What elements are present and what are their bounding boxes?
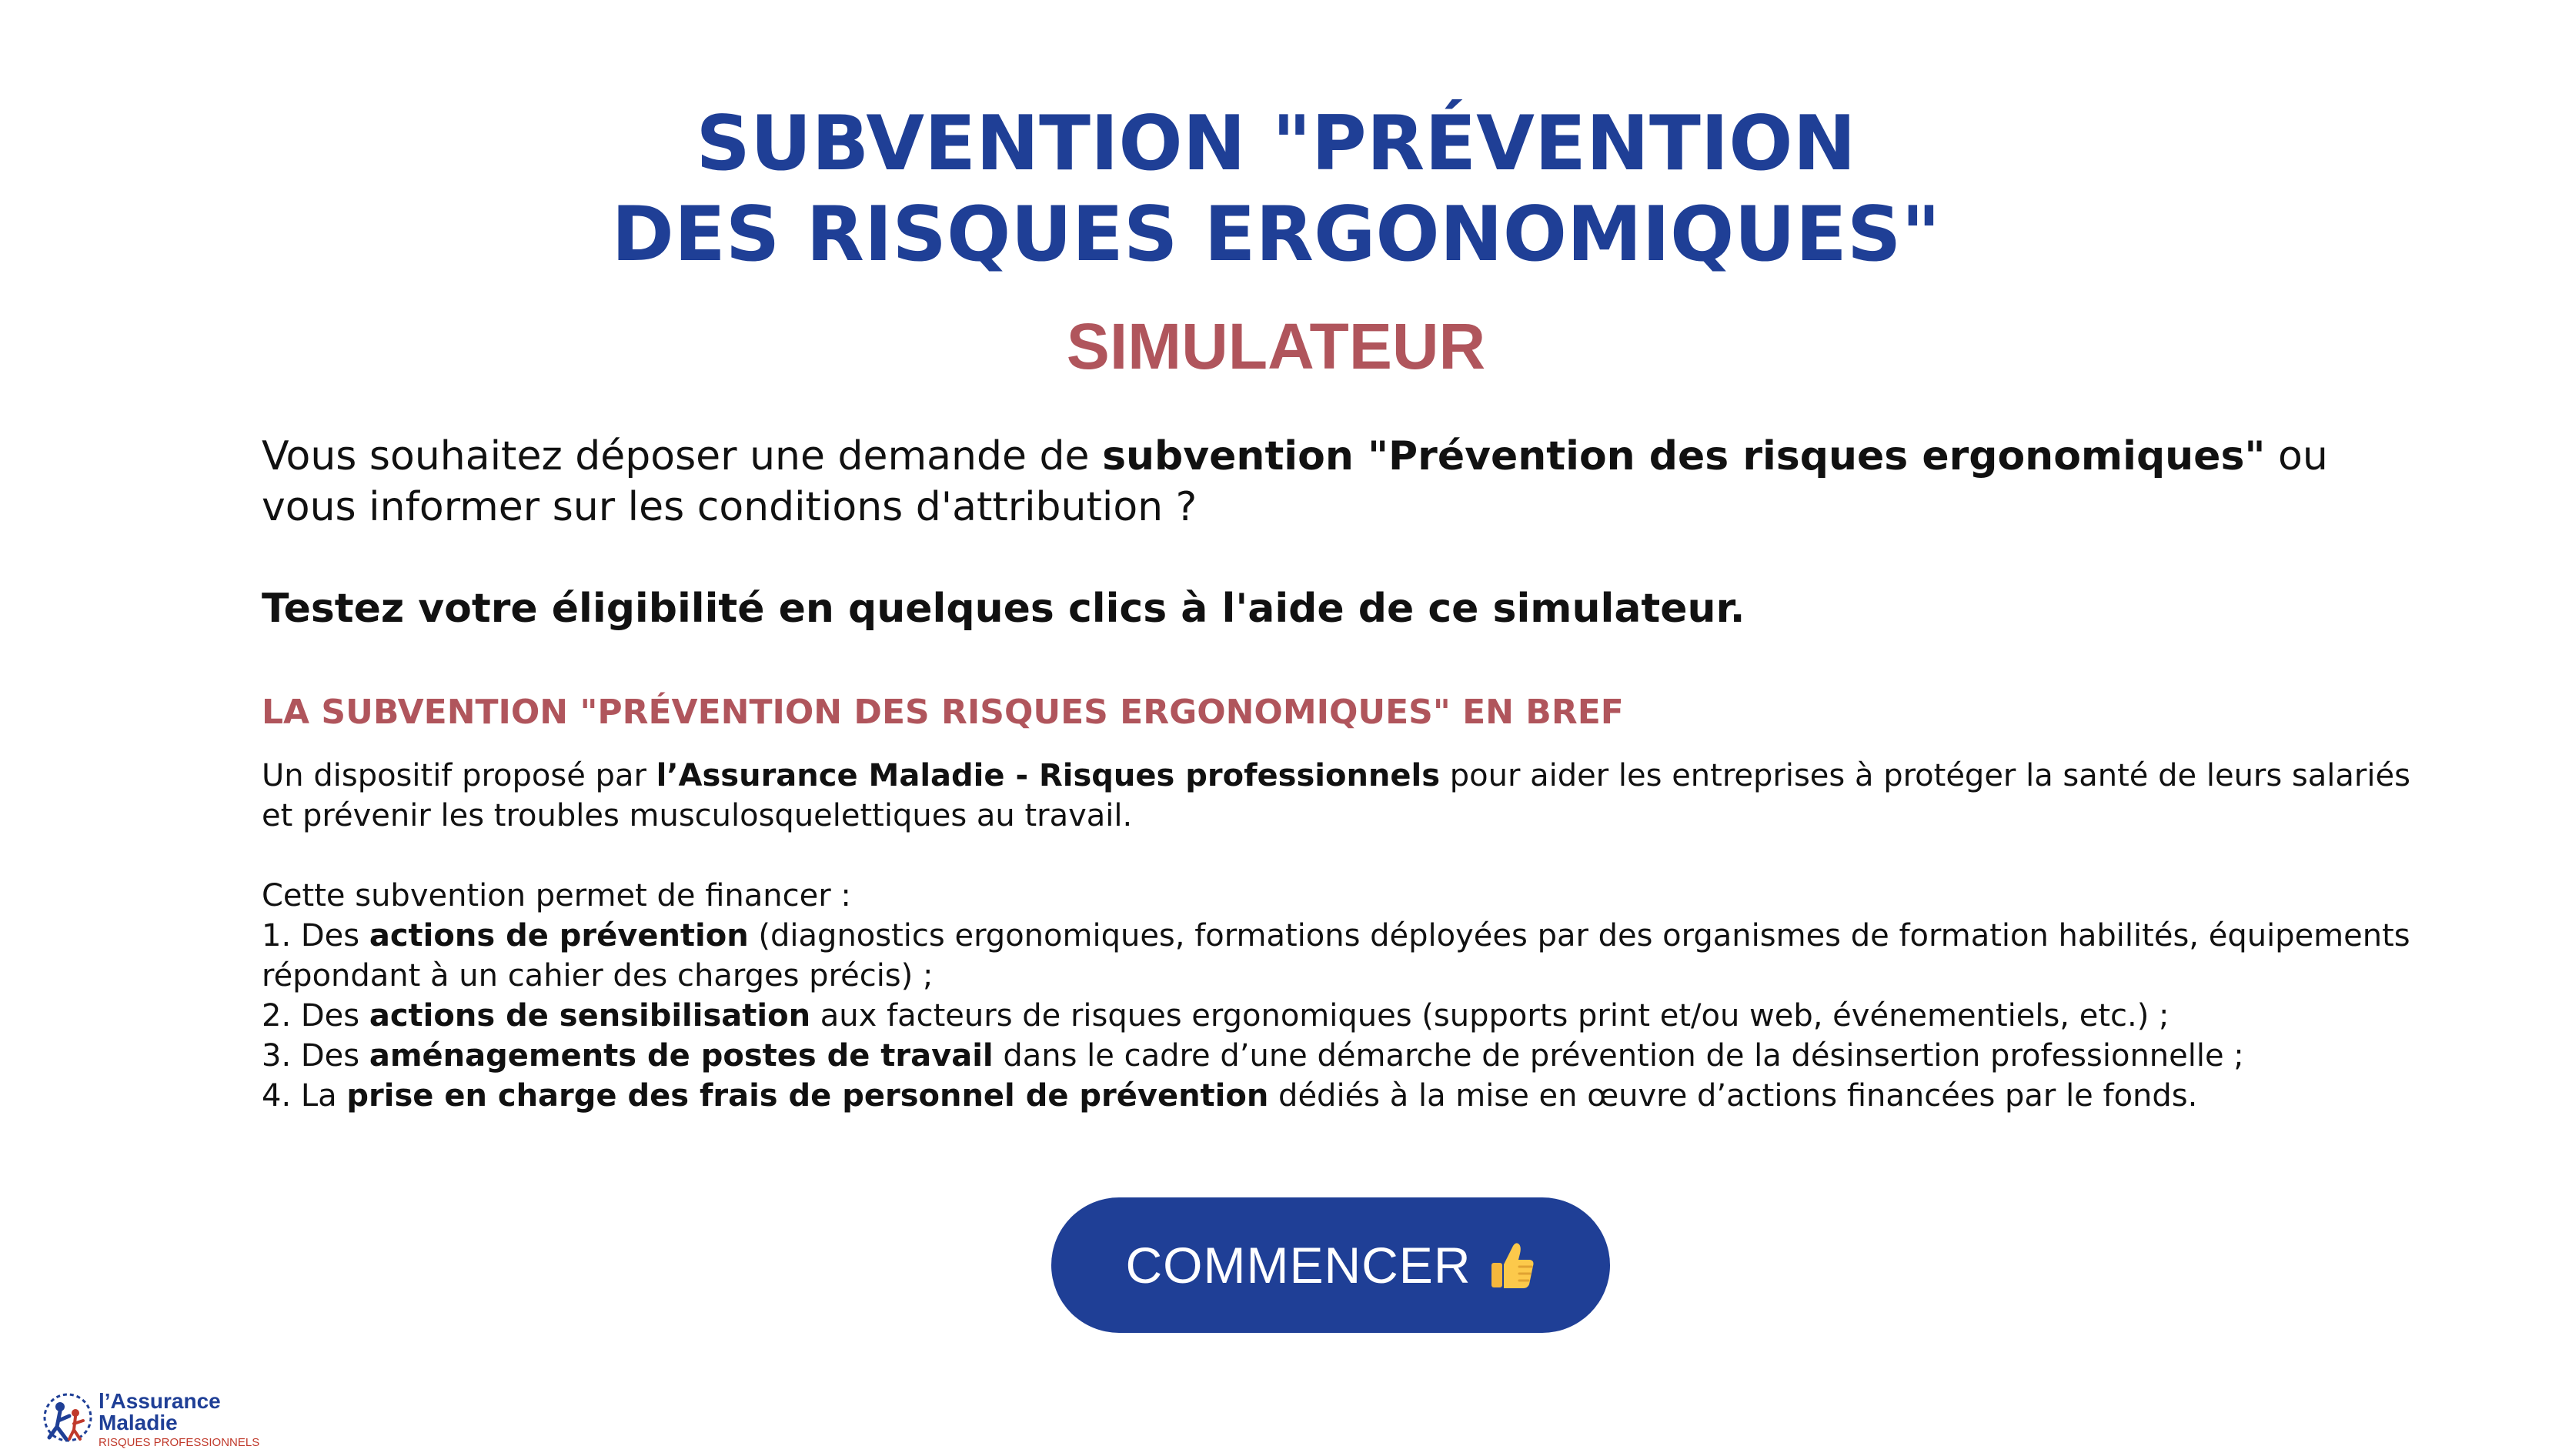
list-item: [262, 916, 2432, 996]
intro-text-end: ou vous informer sur les conditions d'attribution ?: [262, 433, 2328, 530]
page-subtitle: SIMULATEUR: [1066, 310, 1486, 382]
thumbs-up-icon: [1488, 1240, 1536, 1291]
intro-text-start: Vous souhaitez déposer une demande de: [262, 433, 1103, 479]
list-item: [262, 1076, 2432, 1116]
list-item-suffix: (diagnostics ergonomiques, formations déployées par des organismes de formation habilités, équipements répondant à un cahier des charges précis) ;: [262, 918, 2410, 993]
financer-list: [262, 916, 2432, 1116]
list-item-bold: actions de sensibilisation: [369, 998, 811, 1034]
intro-paragraph: [262, 431, 2432, 533]
intro-text-bold: subvention "Prévention des risques ergonomiques": [1102, 433, 2266, 479]
list-item-prefix: 1. Des: [262, 918, 369, 953]
section-text-end: pour aider les entreprises à protéger la santé de leurs salariés et prévenir les troubles musculosquelettiques au travail.: [262, 758, 2410, 833]
financer-intro: Cette subvention permet de financer :: [262, 878, 851, 913]
list-item-suffix: dédiés à la mise en œuvre d’actions financées par le fonds.: [1268, 1078, 2198, 1114]
list-item: [262, 1036, 2432, 1076]
section-heading: LA SUBVENTION "PRÉVENTION DES RISQUES ERGONOMIQUES" EN BREF: [262, 693, 1624, 732]
list-item-suffix: aux facteurs de risques ergonomiques (supports print et/ou web, événementiels, etc.) ;: [810, 998, 2170, 1034]
logo-text-line-1: l’Assurance: [99, 1389, 221, 1413]
list-item-bold: aménagements de postes de travail: [369, 1038, 994, 1074]
start-button[interactable]: [1051, 1197, 1610, 1333]
section-description: [262, 756, 2432, 836]
list-item-prefix: 4. La: [262, 1078, 347, 1114]
list-item-bold: prise en charge des frais de personnel de prévention: [346, 1078, 1269, 1114]
main-content: [262, 431, 2432, 1116]
list-item-bold: actions de prévention: [369, 918, 749, 953]
assurance-maladie-logo-mark-icon: [40, 1388, 95, 1450]
logo-text-line-3: RISQUES PROFESSIONNELS: [99, 1436, 260, 1449]
logo-text-line-2: Maladie: [99, 1411, 178, 1434]
assurance-maladie-logo: [40, 1385, 271, 1454]
eligibility-cta-text: Testez votre éligibilité en quelques clics à l'aide de ce simulateur.: [262, 586, 1745, 632]
start-button-label: COMMENCER: [1125, 1237, 1471, 1294]
page-title-line-1: SUBVENTION "PRÉVENTION: [696, 100, 1856, 188]
page-title-line-2: DES RISQUES ERGONOMIQUES": [611, 191, 1941, 279]
section-text-start: Un dispositif proposé par: [262, 758, 656, 793]
list-item-prefix: 2. Des: [262, 998, 369, 1034]
list-item-suffix: dans le cadre d’une démarche de prévention de la désinsertion professionnelle ;: [993, 1038, 2244, 1074]
page-title: [0, 99, 2552, 280]
list-item: [262, 996, 2432, 1036]
section-text-bold: l’Assurance Maladie - Risques professionnels: [656, 758, 1441, 793]
list-item-prefix: 3. Des: [262, 1038, 369, 1074]
